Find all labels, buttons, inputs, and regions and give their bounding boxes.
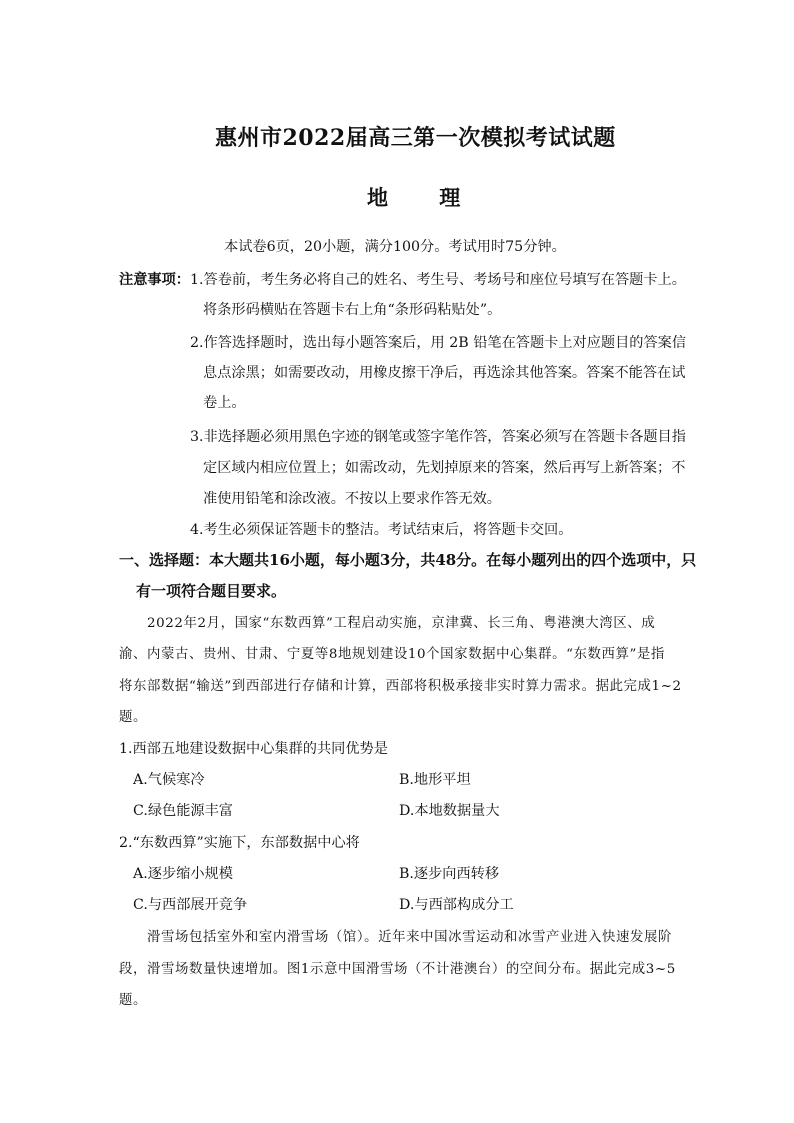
notice-item-1-line-1: 1.答卷前，考生务必将自己的姓名、考生号、考场号和座位号填写在答题卡上。 <box>190 272 686 288</box>
notice-item-2-line-2: 息点涂黑；如需要改动，用橡皮擦干净后，再选涂其他答案。答案不能答在试 <box>203 365 686 381</box>
question-2-option-c: C.与西部展开竞争 <box>133 897 248 913</box>
passage-1-line-4: 题。 <box>119 710 147 725</box>
question-1-option-d: D.本地数据量大 <box>399 803 500 819</box>
notice-item-3-line-2: 定区域内相应位置上；如需改动，先划掉原来的答案，然后再写上新答案；不 <box>203 460 686 476</box>
notice-item-2-line-1: 2.作答选择题时，选出每小题答案后，用 2B 铅笔在答题卡上对应题目的答案信 <box>190 335 687 351</box>
section-heading-line-2: 有一项符合题目要求。 <box>136 582 287 600</box>
question-2-stem: 2.“东数西算”实施下，东部数据中心将 <box>119 835 360 851</box>
question-2-option-b: B.逐步向西转移 <box>399 866 500 882</box>
question-2-option-a: A.逐步缩小规模 <box>133 866 233 882</box>
passage-1-line-2: 渝、内蒙古、贵州、甘肃、宁夏等8地规划建设10个国家数据中心集群。“东数西算”是指 <box>119 647 665 662</box>
question-1-option-a: A.气候寒冷 <box>133 772 205 788</box>
notice-item-1-line-2: 将条形码横贴在答题卡右上角“条形码粘贴处”。 <box>203 302 502 318</box>
question-2-option-d: D.与西部构成分工 <box>399 897 514 913</box>
passage-1-line-3: 将东部数据“输送”到西部进行存储和计算，西部将积极承接非实时算力需求。据此完成1~2 <box>119 679 682 694</box>
passage-2-line-1: 滑雪场包括室外和室内滑雪场（馆）。近年来中国冰雪运动和冰雪产业进入快速发展阶 <box>147 930 672 945</box>
question-1-option-b: B.地形平坦 <box>399 772 471 788</box>
exam-info: 本试卷6页，20小题，满分100分。考试用时75分钟。 <box>224 239 566 255</box>
section-heading-line-1: 一、选择题：本大题共16小题，每小题3分，共48分。在每小题列出的四个选项中，只 <box>119 551 697 569</box>
passage-2-line-2: 段，滑雪场数量快速增加。图1示意中国滑雪场（不计港澳台）的空间分布。据此完成3~5 <box>119 962 676 977</box>
notice-item-2-line-3: 卷上。 <box>203 395 246 411</box>
notice-item-3-line-3: 准使用铅笔和涂改液。不按以上要求作答无效。 <box>203 491 501 507</box>
notice-label: 注意事项： <box>119 272 190 288</box>
notice-item-4-line-1: 4.考生必须保证答题卡的整洁。考试结束后，将答题卡交回。 <box>190 522 573 538</box>
passage-2-line-3: 题。 <box>119 993 147 1008</box>
passage-1-line-1: 2022年2月，国家“东数西算”工程启动实施，京津冀、长三角、粤港澳大湾区、成 <box>147 616 656 631</box>
subject-title: 地 理 <box>367 185 483 210</box>
notice-item-3-line-1: 3.非选择题必须用黑色字迹的钢笔或签字笔作答，答案必须写在答题卡各题目指 <box>190 429 686 445</box>
exam-title: 惠州市2022届高三第一次模拟考试试题 <box>215 125 616 151</box>
question-1-option-c: C.绿色能源丰富 <box>133 803 233 819</box>
question-1-stem: 1.西部五地建设数据中心集群的共同优势是 <box>119 741 388 757</box>
